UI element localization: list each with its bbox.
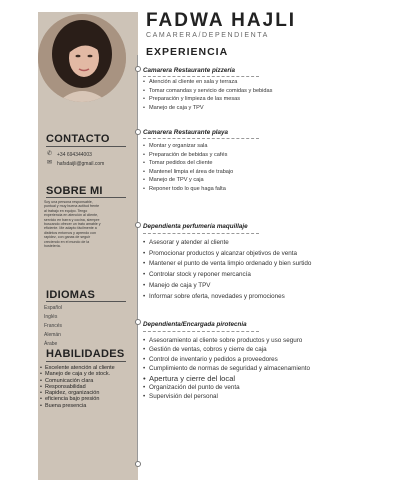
duty-item: • Reponer todo lo que haga falta [143,185,233,194]
skill-item: • Comunicación clara [40,378,138,384]
skill-item: • Excelente atención al cliente [40,365,138,371]
job-title: Camarera Restaurante pizzería [143,67,236,74]
duty-item: • Montar y organizar sala [143,142,233,151]
duty-item: • Asesorar y atender al cliente [143,238,311,249]
mail-icon: ✉ [46,160,53,166]
contact-email-row [46,160,104,167]
timeline-dot [135,222,141,228]
timeline-dot [135,66,141,72]
job-duties-list [143,238,311,302]
duty-item: • Organización del punto de venta [143,383,310,392]
duty-item: • Preparación de bebidas y cafés [143,151,233,160]
duty-item: • Mantenel limpia el área de trabajo [143,168,233,177]
duty-item: • Supervisión del personal [143,392,310,401]
contact-divider [46,146,126,147]
language-item: Francés [44,323,63,329]
contact-phone: +34 694344003 [57,151,92,158]
duty-item: • Atención al cliente en sala y terraza [143,78,272,87]
languages-title: IDIOMAS [46,289,96,301]
job-title: Camarera Restaurante playa [143,129,229,136]
job-title: Dependienta perfumería maquillaje [143,223,248,230]
job-divider [143,76,259,77]
profile-photo [38,14,126,102]
skill-item: • eficiencia bajo presión [40,396,138,402]
skills-list [40,365,138,409]
language-item: Inglés [44,314,58,320]
timeline-dot [135,319,141,325]
skills-divider [46,361,126,362]
job-duties-list [143,78,272,112]
about-divider [46,197,126,198]
duty-item: • Preparación y limpieza de las mesas [143,95,272,104]
timeline-dot [135,129,141,135]
duty-item: • Manejo de caja y TPV [143,281,311,292]
about-title: SOBRE MI [46,185,103,197]
job-duties-list [143,142,233,194]
duty-item: • Informar sobre oferta, novedades y promociones [143,292,311,303]
language-item: Español [44,305,63,311]
about-text: Soy una persona responsable, puntual y muy buena actitud frente al trabajo en equipo. Tengo experiencia en atención al cliente, servicio en barra y cocina, siempre buscando ofrecer un trato amable y eficiente. Me adapto fácilmente a distintos entornos y aprendo con rapidez, con ganas de seguir creciendo en el mundo de la hostelería. [44,200,101,249]
job-divider [143,138,259,139]
duty-item: • Control de inventario y pedidos a proveedores [143,355,310,364]
timeline-dot [135,461,141,467]
job-divider [143,233,259,234]
duty-item: • Tomar pedidos del cliente [143,159,233,168]
duty-item: • Promocionar productos y alcanzar objetivos de venta [143,249,311,260]
job-title: Dependienta/Encargada pirotecnia [143,321,247,328]
duty-item: • Controlar stock y reponer mercancía [143,270,311,281]
languages-divider [46,301,126,302]
experience-title: EXPERIENCIA [146,46,229,58]
duty-item: • Manejo de caja y TPV [143,104,272,113]
job-duties-list [143,336,310,402]
candidate-role: CAMARERA/DEPENDIENTA [146,32,269,39]
language-item: Árabe [44,341,58,347]
skill-item: • Responsabilidad [40,384,138,390]
contact-title: CONTACTO [46,133,110,145]
job-divider [143,331,259,332]
skill-item: • Rapidez, organización [40,390,138,396]
language-item: Alemán [44,332,61,338]
skills-title: HABILIDADES [46,348,125,360]
duty-item: • Manejo de TPV y caja [143,176,233,185]
phone-icon: ✆ [46,151,53,157]
profile-photo-image [38,14,126,102]
contact-email: hafsdaijli@gmail.com [57,160,105,167]
timeline-line [137,55,138,465]
duty-item: • Asesoramiento al cliente sobre productos y uso seguro [143,336,310,345]
duty-item: • Cumplimiento de normas de seguridad y almacenamiento [143,364,310,373]
candidate-name: FADWA HAJLI [146,10,297,31]
duty-item: • Mantener el punto de venta limpio ordenado y bien surtido [143,259,311,270]
contact-phone-row [46,151,92,158]
duty-item: • Tomar comandas y servicio de comidas y bebidas [143,87,272,96]
duty-item: • Apertura y cierre del local [143,374,310,383]
skill-item: • Buena presencia [40,403,138,409]
duty-item: • Gestión de ventas, cobros y cierre de caja [143,345,310,354]
skill-item: • Manejo de caja y de stock. [40,371,138,377]
